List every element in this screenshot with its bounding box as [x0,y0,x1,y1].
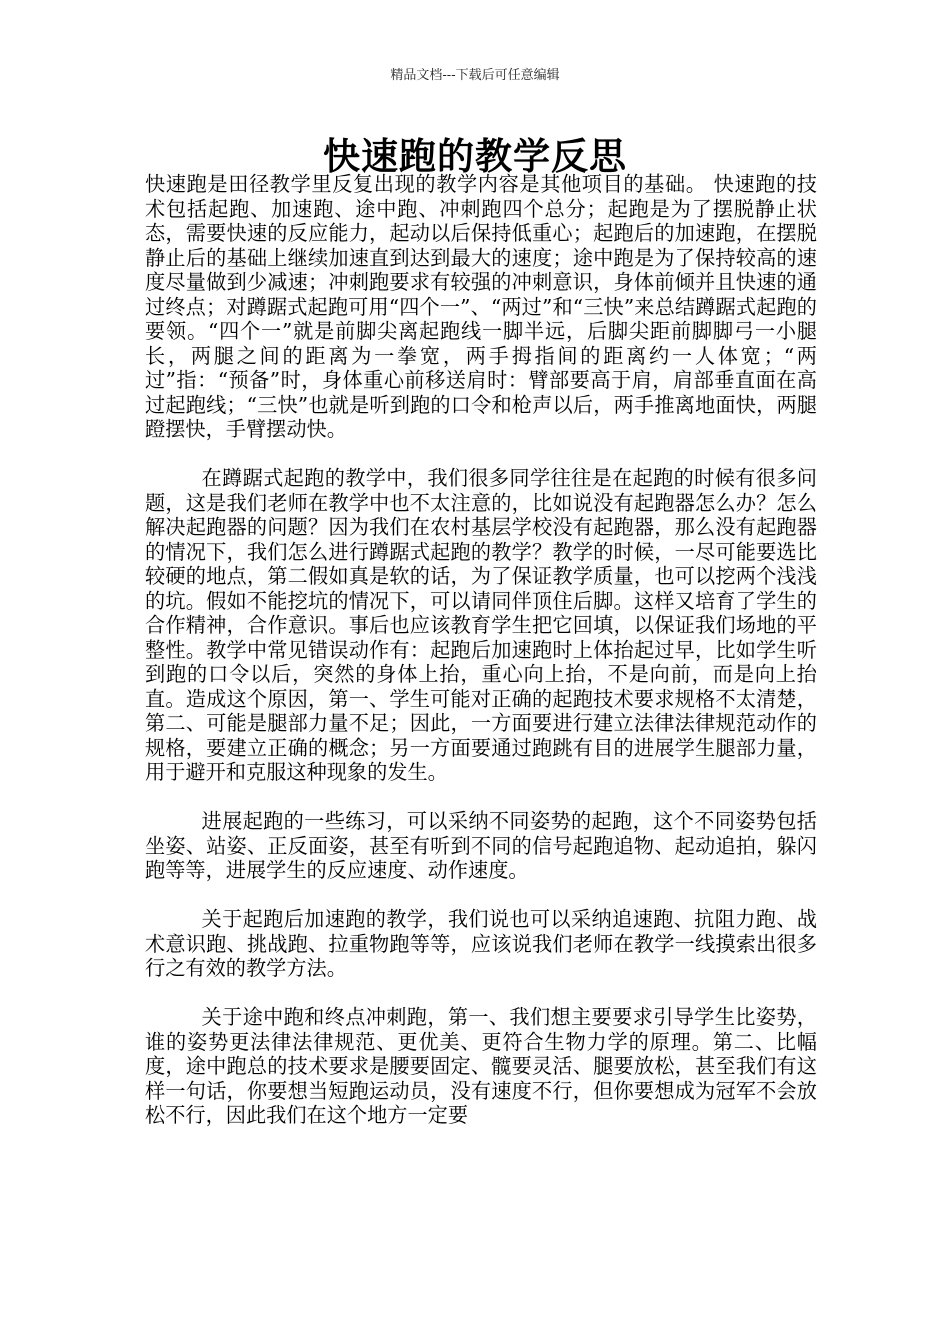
paragraph: 进展起跑的一些练习，可以采纳不同姿势的起跑，这个不同姿势包括坐姿、站姿、正反面姿，甚至有听到不同的信号起跑追物、起动追拍，躲闪跑等等，进展学生的反应速度、动作速度。 [145,809,817,882]
page-header: 精品文档---下载后可任意编辑 [390,68,560,83]
paragraph: 关于起跑后加速跑的教学，我们说也可以采纳追速跑、抗阻力跑、战术意识跑、挑战跑、拉重物跑等等，应该说我们老师在教学一线摸索出很多行之有效的教学方法。 [145,907,817,980]
document-body [145,172,817,1152]
page-title: 快速跑的教学反思 [323,134,627,178]
paragraph: 关于途中跑和终点冲刺跑，第一、我们想主要要求引导学生比姿势，谁的姿势更法律法律规范、更优美、更符合生物力学的原理。第二、比幅度，途中跑总的技术要求是腰要固定、髋要灵活、腿要放松，甚至我们有这样一句话，你要想当短跑运动员，没有速度不行，但你要想成为冠军不会放松不行，因此我们在这个地方一定要 [145,1005,817,1127]
paragraph: 快速跑是田径教学里反复出现的教学内容是其他项目的基础。 快速跑的技术包括起跑、加速跑、途中跑、冲刺跑四个总分；起跑是为了摆脱静止状态，需要快速的反应能力，起动以后保持低重心；起跑后的加速跑，在摆脱静止后的基础上继续加速直到达到最大的速度；途中跑是为了保持较高的速度尽量做到少减速；冲刺跑要求有较强的冲刺意识，身体前倾并且快速的通过终点；对蹲踞式起跑可用“四个一”、“两过”和“三快”来总结蹲踞式起跑的要领。“四个一”就是前脚尖离起跑线一脚半远，后脚尖距前脚脚弓一小腿长，两腿之间的距离为一拳宽，两手拇指间的距离约一人体宽；“两过”指：“预备”时，身体重心前移送肩时：臂部要高于肩，肩部垂直面在高过起跑线；“三快”也就是听到跑的口令和枪声以后，两手推离地面快，两腿蹬摆快，手臂摆动快。 [145,172,817,441]
paragraph: 在蹲踞式起跑的教学中，我们很多同学往往是在起跑的时候有很多问题，这是我们老师在教学中也不太注意的，比如说没有起跑器怎么办？怎么解决起跑器的问题？因为我们在农村基层学校没有起跑器，那么没有起跑器的情况下，我们怎么进行蹲踞式起跑的教学？教学的时候，一尽可能要选比较硬的地点，第二假如真是软的话，为了保证教学质量，也可以挖两个浅浅的坑。假如不能挖坑的情况下，可以请同伴顶住后脚。这样又培育了学生的合作精神，合作意识。事后也应该教育学生把它回填，以保证我们场地的平整性。教学中常见错误动作有：起跑后加速跑时上体抬起过早，比如学生听到跑的口令以后，突然的身体上抬，重心向上抬，不是向前，而是向上抬直。造成这个原因，第一、学生可能对正确的起跑技术要求规格不太清楚，第二、可能是腿部力量不足；因此，一方面要进行建立法律法律规范动作的规格，要建立正确的概念；另一方面要通过跑跳有目的进展学生腿部力量，用于避开和克服这种现象的发生。 [145,466,817,784]
